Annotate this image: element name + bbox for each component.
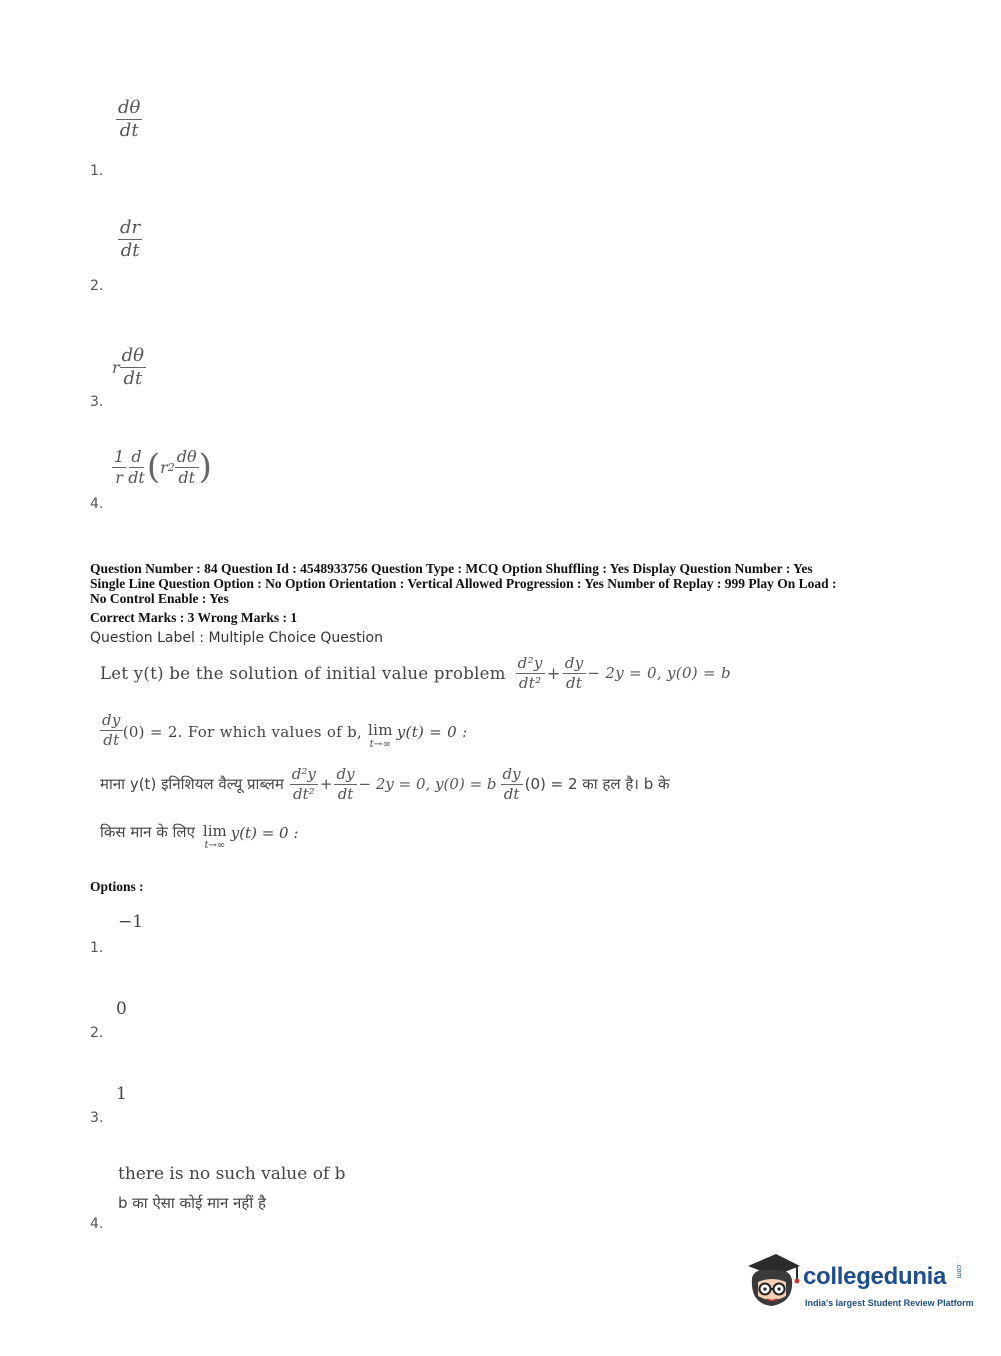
prev-option-1-numerator: dθ (118, 97, 141, 118)
question-meta-line-1: Question Number : 84 Question Id : 4548933756 Question Type : MCQ Option Shuffling : Yes Display Question Number : Yes (90, 561, 813, 576)
prev-option-4-inner-num: dθ (176, 447, 197, 466)
option-2-value: 0 (116, 999, 127, 1019)
prev-option-3-denominator: dt (123, 367, 143, 389)
eq-dy: dy (564, 654, 584, 672)
question-meta-line-2: Single Line Question Option : No Option Orientation : Vertical Allowed Progression : Yes Number of Replay : 999 Play On Load : (90, 576, 837, 591)
collegedunia-mascot-icon (742, 1252, 802, 1312)
prev-option-3-prefix: r (112, 357, 120, 377)
eq2-dy: dy (102, 711, 121, 729)
question-text-en-line-1 (100, 655, 731, 691)
options-heading: Options : (90, 879, 144, 894)
brand-tagline: India's largest Student Review Platform (805, 1298, 974, 1308)
hi-eq2-dy: dy (502, 765, 521, 783)
option-3-value: 1 (116, 1084, 127, 1104)
brand-name: collegedunia (803, 1263, 947, 1290)
lim-sub: t→∞ (369, 739, 392, 750)
prev-option-2-formula (118, 218, 142, 261)
prev-option-4-inner-den: dt (178, 467, 196, 487)
option-1-number: 1. (90, 940, 104, 956)
lim-expr: y(t) = 0 : (396, 723, 468, 741)
prev-option-4-inner-exp: 2 (167, 460, 175, 474)
prev-option-4-d-den: dt (128, 467, 145, 487)
hi-eq-tail: − 2y = 0, y(0) = b (358, 775, 497, 793)
question-intro-en: Let y(t) be the solution of initial value problem (100, 663, 506, 683)
question-en-line2-tail: (0) = 2. For which values of b, (122, 723, 363, 741)
lim-word: lim (368, 721, 393, 739)
brand-suffix: .com (955, 1263, 962, 1279)
prev-option-3-numerator: dθ (121, 345, 145, 366)
right-paren: ) (198, 447, 212, 488)
prev-option-4-outer-num: 1 (114, 447, 125, 466)
left-paren: ( (146, 447, 161, 488)
prev-option-4-d-num: d (131, 447, 142, 466)
eq-d2y: d²y (517, 654, 543, 672)
question-hi-tail: (0) = 2 का हल है। b के (524, 775, 670, 793)
question-marks: Correct Marks : 3 Wrong Marks : 1 (90, 610, 298, 625)
question-text-en-line-2 (100, 712, 467, 750)
prev-option-2-numerator: dr (120, 217, 141, 238)
eq2-dt: dt (103, 730, 120, 749)
prev-option-3-number: 3. (90, 394, 104, 410)
prev-option-2-denominator: dt (120, 239, 140, 261)
eq-dt2: dt² (518, 673, 542, 692)
prev-option-4-number: 4. (90, 496, 104, 512)
option-1-value: −1 (118, 912, 144, 932)
prev-option-4-outer-den: r (115, 467, 123, 487)
prev-option-4-formula (112, 448, 212, 486)
eq-tail: − 2y = 0, y(0) = b (587, 664, 731, 682)
prev-option-4-inner-r: r (160, 457, 168, 477)
prev-option-2-number: 2. (90, 278, 104, 294)
prev-option-1-denominator: dt (119, 119, 139, 141)
hi-eq-dt: dt (337, 784, 354, 803)
hi-eq-dy: dy (336, 765, 355, 783)
eq-plus: + (546, 663, 561, 683)
question-intro-hi: माना y(t) इनिशियल वैल्यू प्राब्लम (100, 775, 284, 793)
hi-eq-dt2: dt² (293, 784, 315, 803)
hi-lim-sub: t→∞ (204, 840, 226, 851)
question-label: Question Label : Multiple Choice Question (90, 630, 383, 646)
eq-dt: dt (566, 673, 583, 692)
option-2-number: 2. (90, 1025, 104, 1041)
option-3-number: 3. (90, 1110, 104, 1126)
question-text-hi-line-2 (100, 822, 298, 851)
question-text-hi-line-1 (100, 766, 670, 802)
option-4-value-hi: b का ऐसा कोई मान नहीं है (118, 1194, 266, 1212)
hi-eq-plus: + (319, 775, 333, 793)
question-hi-line2: किस मान के लिए (100, 823, 195, 841)
hi-eq2-dt: dt (503, 784, 520, 803)
prev-option-3-formula (112, 346, 146, 389)
option-4-number: 4. (90, 1216, 104, 1232)
option-4-value: there is no such value of b (118, 1164, 346, 1184)
question-meta-line-3: No Control Enable : Yes (90, 591, 229, 606)
prev-option-1-number: 1. (90, 163, 104, 179)
hi-eq-d2y: d²y (291, 765, 316, 783)
hi-lim-expr: y(t) = 0 : (230, 824, 299, 842)
prev-option-1-formula (116, 98, 142, 141)
hi-lim-word: lim (202, 822, 227, 840)
